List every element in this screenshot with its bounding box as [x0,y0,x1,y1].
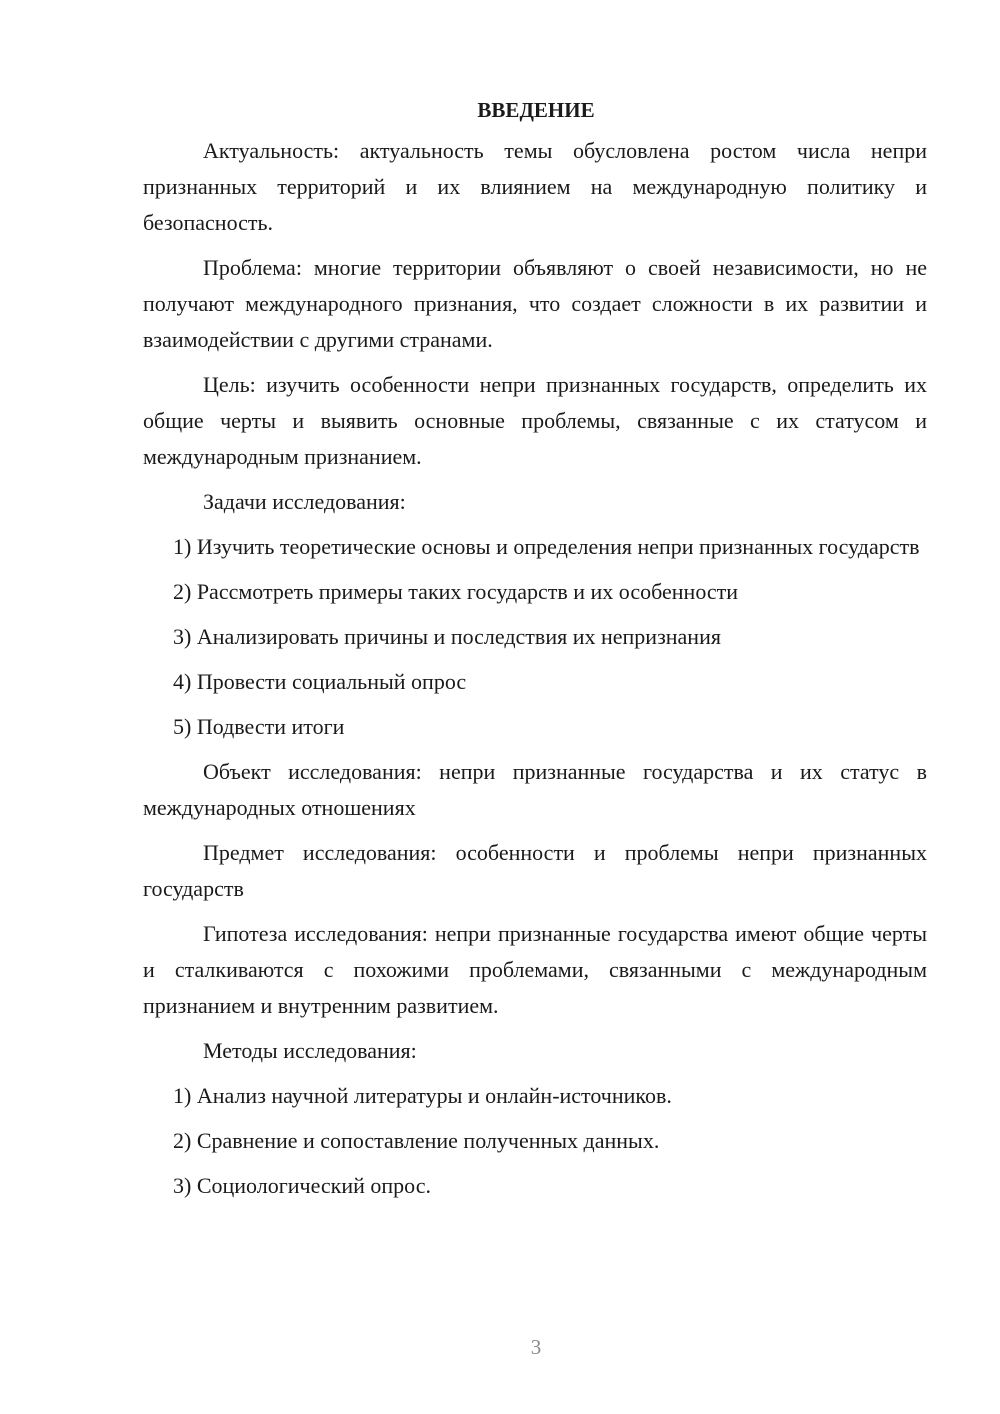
paragraph-hypothesis: Гипотеза исследования: непри признанные государства имеют общие черты и сталкиваются с похожими проблемами, связанными с международным признанием и внутренним развитием. [143,921,927,1018]
paragraph-object: Объект исследования: непри признанные государства и их статус в международных отношениях [143,759,927,820]
method-item-3: 3) Социологический опрос. [173,1173,431,1198]
task-item-2: 2) Рассмотреть примеры таких государств и их особенности [173,579,739,604]
page-number: 3 [530,1335,542,1359]
section-title: ВВЕДЕНИЕ [477,98,595,122]
paragraph-subject: Предмет исследования: особенности и проблемы непри признанных государств [143,840,927,901]
paragraph-problem: Проблема: многие территории объявляют о своей независимости, но не получают международного признания, что создает сложности в их развитии и взаимодействии с другими странами. [143,255,927,352]
task-item-5: 5) Подвести итоги [173,714,345,739]
paragraph-relevance: Актуальность: актуальность темы обусловлена ростом числа непри признанных территорий и их влиянием на международную политику и безопасность. [143,138,927,235]
task-item-3: 3) Анализировать причины и последствия их непризнания [173,624,721,649]
page-content [143,92,927,1213]
method-item-1: 1) Анализ научной литературы и онлайн-источников. [173,1083,672,1108]
task-item-1: 1) Изучить теоретические основы и определения непри признанных государств [173,534,920,559]
task-item-4: 4) Провести социальный опрос [173,669,467,694]
paragraph-goal: Цель: изучить особенности непри признанных государств, определить их общие черты и выявить основные проблемы, связанные с их статусом и международным признанием. [143,372,927,469]
method-item-2: 2) Сравнение и сопоставление полученных данных. [173,1128,660,1153]
paragraph-methods-heading: Методы исследования: [203,1038,417,1063]
paragraph-tasks-heading: Задачи исследования: [203,489,406,514]
